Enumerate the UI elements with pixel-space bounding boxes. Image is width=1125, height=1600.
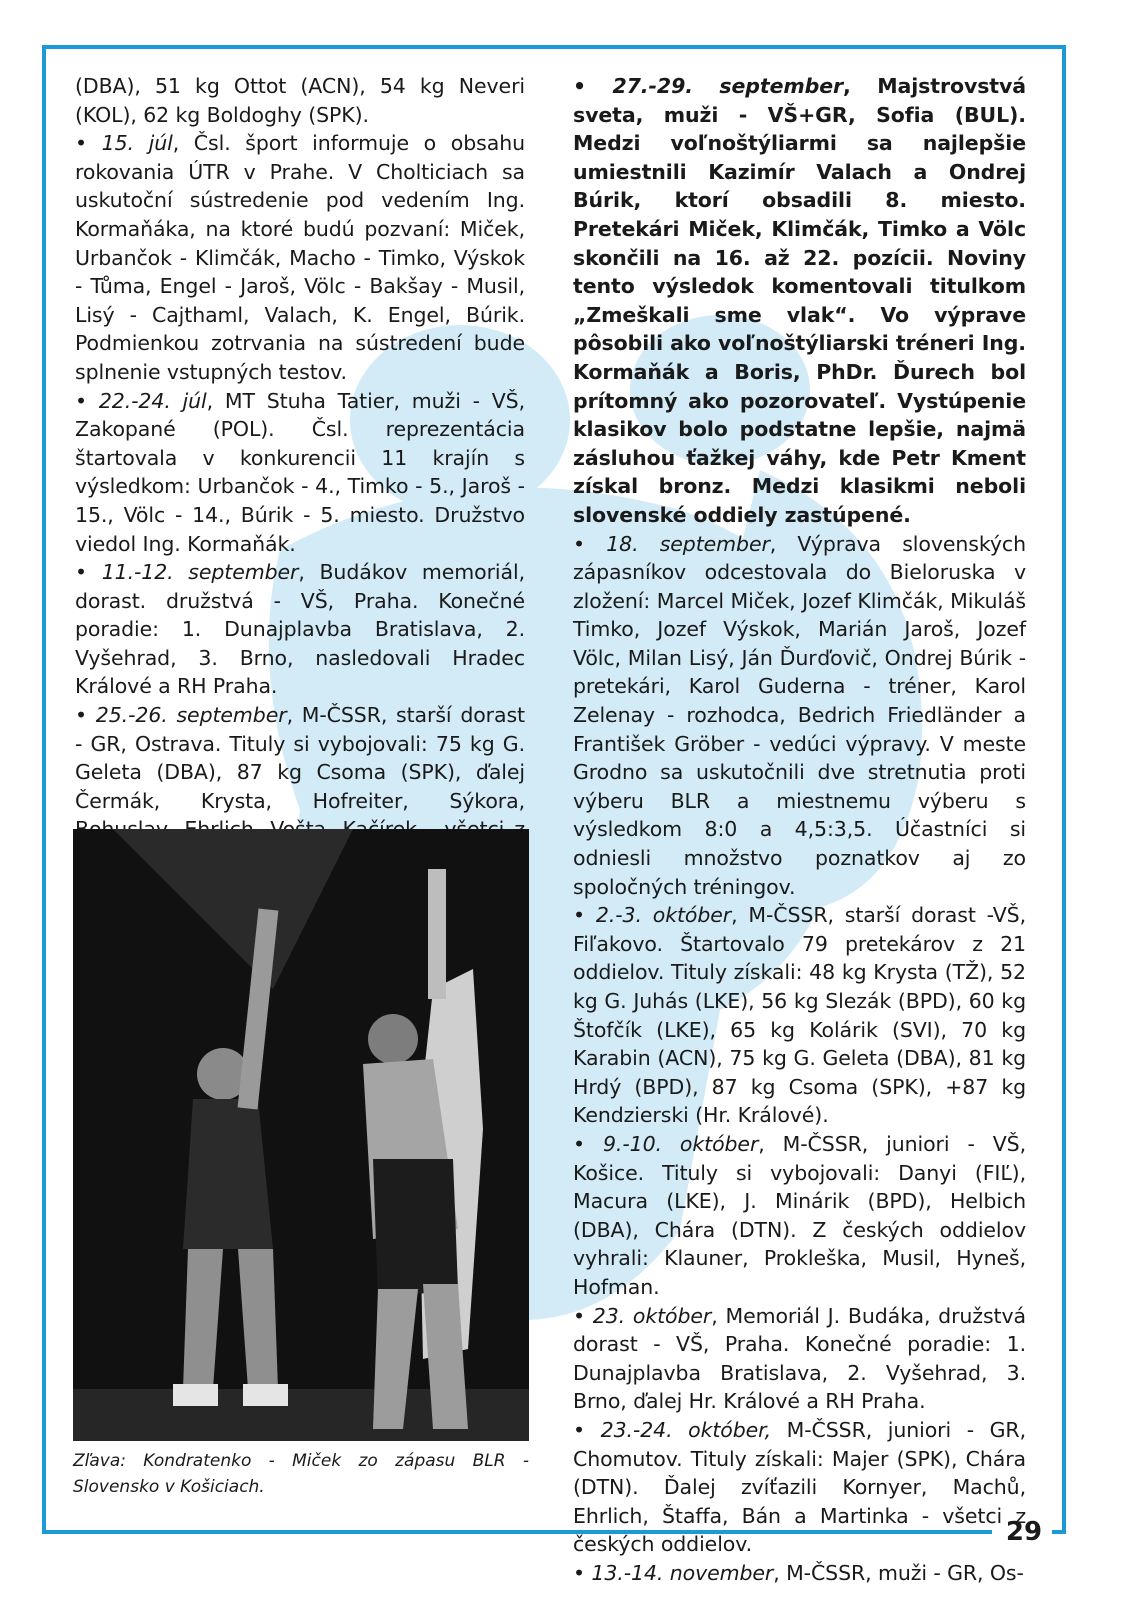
- list-item: • 15. júl, Čsl. šport informuje o obsahu rokovania ÚTR v Prahe. V Cholticiach sa uskutoční sústredenie pod vedením Ing. Kormaňáka, na ktoré budú pozvaní: Miček, Urbančok - Klimčák, Macho - Timko, Výskok - Tůma, Engel - Jaroš, Völc - Bakšay - Musil, Lisý - Cajthaml, Valach, K. Engel, Búrik. Podmienkou zotrvania na sústredení bude splnenie vstupných testov.: [75, 131, 525, 384]
- list-item: • 11.-12. september, Budákov memoriál, dorast. družstvá - VŠ, Praha. Konečné poradie: 1. Dunajplavba Bratislava, 2. Vyšehrad, 3. Brno, nasledovali Hradec Králové a RH Praha.: [75, 560, 525, 699]
- list-item: • 23. október, Memoriál J. Budáka, družstvá dorast - VŠ, Praha. Konečné poradie: 1. Dunajplavba Bratislava, 2. Vyšehrad, 3. Brno, ďalej Hr. Králové a RH Praha.: [573, 1303, 1026, 1414]
- left-column: [75, 72, 525, 873]
- list-item: • 27.-29. september, Majstrovstvá sveta, muži - VŠ+GR, Sofia (BUL). Medzi voľnoštýliarmi sa najlepšie umiestnili Kazimír Valach a Ondrej Búrik, ktorí obsadili 8. miesto. Pretekári Miček, Klimčák, Timko a Völc skončili na 16. až 22. pozícii. Noviny tento výsledok komentovali titulkom „Zmeškali sme vlak“. Vo výprave pôsobili ako voľnoštýliarski tréneri Ing. Kormaňák a Boris, PhDr. Ďurech bol prítomný ako pozorovateľ. Vystúpenie klasikov bolo podstatne lepšie, najmä zásluhou ťažkej váhy, kde Petr Kment získal bronz. Medzi klasikmi neboli slovenské oddiely zastúpené.: [573, 74, 1027, 527]
- frame-bottom-rule-right: [1052, 1530, 1066, 1534]
- list-item: • 2.-3. október, M-ČSSR, starší dorast -VŠ, Fiľakovo. Štartovalo 79 pretekárov z 21 oddielov. Tituly získali: 48 kg Krysta (TŽ), 52 kg G. Juhás (LKE), 56 kg Slezák (BPD), 60 kg Štofčík (LKE), 65 kg Kolárik (SVI), 70 kg Karabin (ACN), 75 kg G. Geleta (DBA), 81 kg Hrdý (BPD), 87 kg Csoma (SPK), +87 kg Kendzierski (Hr. Králové).: [573, 903, 1026, 1128]
- right-column: [573, 72, 1026, 1587]
- list-item: • 13.-14. november, M-ČSSR, muži - GR, Os-: [573, 1560, 1024, 1585]
- list-item: (DBA), 51 kg Ottot (ACN), 54 kg Neveri (KOL), 62 kg Boldoghy (SPK).: [75, 74, 525, 127]
- list-item: • 23.-24. október, M-ČSSR, juniori - GR, Chomutov. Tituly získali: Majer (SPK), Chára (DTN). Ďalej zvíťazili Kornyer, Machů, Ehrlich, Štaffa, Bán a Martinka - všetci z českých oddielov.: [573, 1417, 1026, 1557]
- page-number: 29: [998, 1510, 1050, 1554]
- wrestlers-photo-image: [73, 829, 529, 1441]
- photo-caption: Zľava: Kondratenko - Miček zo zápasu BLR - Slovensko v Košiciach.: [73, 1451, 529, 1497]
- list-item: • 9.-10. október, M-ČSSR, juniori - VŠ, Košice. Tituly si vybojovali: Danyi (FIĽ), Macura (LKE), J. Minárik (BPD), Helbich (DBA), Chára (DTN). Z českých oddielov vyhrali: Klauner, Prokleška, Musil, Hyneš, Hofman.: [573, 1131, 1026, 1299]
- list-item: • 18. september, Výprava slovenských zápasníkov odcestovala do Bieloruska v zložení: Marcel Miček, Jozef Klimčák, Mikuláš Timko, Jozef Výskok, Marián Jaroš, Jozef Völc, Milan Lisý, Ján Ďurďovič, Ondrej Búrik - pretekári, Karol Guderna - tréner, Karol Zelenay - rozhodca, Bedrich Friedländer a František Gröber - vedúci výpravy. V meste Grodno sa uskutočnili dve stretnutia proti výberu BLR a miestnemu výberu s výsledkom 8:0 a 4,5:3,5. Účastníci si odniesli množstvo poznatkov aj zo spoločných tréningov.: [573, 531, 1026, 899]
- wrestling-photo: [73, 829, 529, 1441]
- list-item: • 22.-24. júl, MT Stuha Tatier, muži - VŠ, Zakopané (POL). Čsl. reprezentácia štartovala v konkurencii 11 krajín s výsledkom: Urbančok - 4., Timko - 5., Jaroš - 15., Völc - 14., Búrik - 5. miesto. Družstvo viedol Ing. Kormaňák.: [75, 388, 526, 556]
- list-item: • 25.-26. september, M-ČSSR, starší dorast - GR, Ostrava. Tituly si vybojovali: 75 kg G. Geleta (DBA), 87 kg Csoma (SPK), ďalej Čermák, Krysta, Hofreiter, Sýkora,: [75, 703, 525, 813]
